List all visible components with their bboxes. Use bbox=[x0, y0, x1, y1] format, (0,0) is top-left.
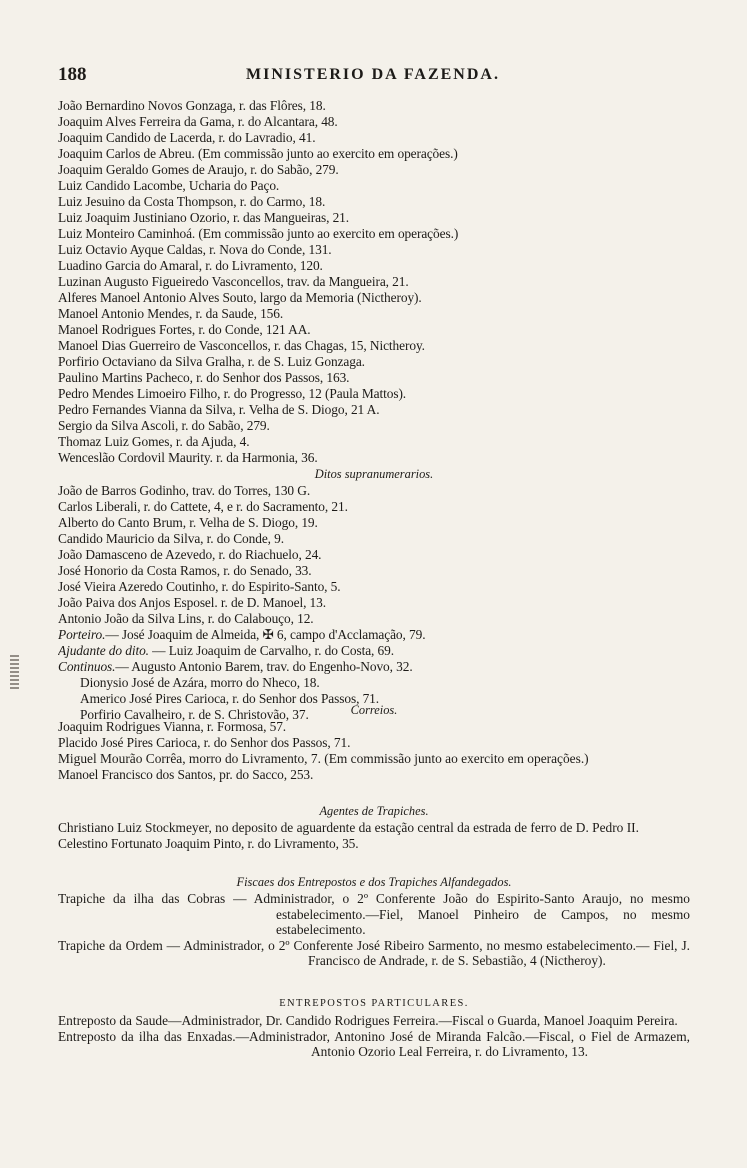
list-item: Wenceslão Cordovil Maurity. r. da Harmonia, 36. bbox=[58, 450, 318, 465]
list-item: Luiz Octavio Ayque Caldas, r. Nova do Conde, 131. bbox=[58, 242, 332, 257]
list-item: Entreposto da ilha das Enxadas.—Administrador, Antonino José de Miranda Falcão.—Fiscal, o Fiel de Armazem, Antonio Ozorio Leal Ferreira, r. do Livramento, 13. bbox=[58, 1028, 690, 1059]
margin-mark bbox=[10, 655, 19, 689]
list-item: Joaquim Candido de Lacerda, r. do Lavradio, 41. bbox=[58, 130, 316, 145]
list-item: Alberto do Canto Brum, r. Velha de S. Diogo, 19. bbox=[58, 515, 318, 530]
list-item: Luiz Jesuino da Costa Thompson, r. do Carmo, 18. bbox=[58, 194, 326, 209]
list-item: Sergio da Silva Ascoli, r. do Sabão, 279. bbox=[58, 418, 270, 433]
entry-text: — Augusto Antonio Barem, trav. do Engenho-Novo, 32. bbox=[115, 659, 413, 674]
list-item: Antonio João da Silva Lins, r. do Calabouço, 12. bbox=[58, 611, 314, 626]
list-item: Luadino Garcia do Amaral, r. do Livramento, 120. bbox=[58, 258, 323, 273]
list-item: Paulino Martins Pacheco, r. do Senhor dos Passos, 163. bbox=[58, 370, 350, 385]
running-title: MINISTERIO DA FAZENDA. bbox=[246, 66, 500, 83]
role-label: Ajudante do dito. bbox=[58, 643, 149, 658]
role-label: Porteiro. bbox=[58, 627, 106, 642]
agentes-section bbox=[58, 803, 690, 852]
continuos-entry bbox=[58, 659, 690, 675]
page-header bbox=[58, 64, 688, 90]
list-item: Manoel Rodrigues Fortes, r. do Conde, 121 AA. bbox=[58, 322, 311, 337]
correios-section bbox=[58, 702, 690, 783]
list-item: João de Barros Godinho, trav. do Torres, 130 G. bbox=[58, 483, 311, 498]
ajudante-entry bbox=[58, 643, 690, 659]
section-heading: Fiscaes dos Entrepostos e dos Trapiches Alfandegados. bbox=[236, 875, 512, 889]
list-item: Joaquim Rodrigues Vianna, r. Formosa, 57. bbox=[58, 719, 287, 734]
list-item: Americo José Pires Carioca, r. do Senhor dos Passos, 71. bbox=[80, 691, 380, 706]
list-item: Trapiche da Ordem — Administrador, o 2º Conferente José Ribeiro Sarmento, no mesmo estabelecimento.— Fiel, J. Francisco de Andrade, r. de S. Sebastião, 4 (Nictheroy). bbox=[58, 937, 690, 968]
list-item: João Paiva dos Anjos Esposel. r. de D. Manoel, 13. bbox=[58, 595, 326, 610]
supranumerarios-section bbox=[58, 466, 690, 723]
list-item: Dionysio José de Azára, morro do Nheco, 18. bbox=[80, 675, 320, 690]
entry-text: — José Joaquim de Almeida, ✠ 6, campo d'Acclamação, 79. bbox=[105, 627, 426, 642]
list-item: Trapiche da ilha das Cobras — Administrador, o 2º Conferente João do Espirito-Santo Araujo, no mesmo estabelecimento.—Fiel, Manoel Pinheiro de Campos, no mesmo estabelecimento. bbox=[58, 891, 690, 937]
employee-list bbox=[58, 98, 690, 466]
list-item: Joaquim Carlos de Abreu. (Em commissão junto ao exercito em operações.) bbox=[58, 146, 458, 161]
list-item: José Vieira Azeredo Coutinho, r. do Espirito-Santo, 5. bbox=[58, 579, 341, 594]
list-item: Manoel Dias Guerreiro de Vasconcellos, r. das Chagas, 15, Nictheroy. bbox=[58, 338, 425, 353]
section-heading: Ditos supranumerarios. bbox=[314, 467, 434, 481]
list-item: João Bernardino Novos Gonzaga, r. das Flôres, 18. bbox=[58, 98, 326, 113]
entry-text: — Luiz Joaquim de Carvalho, r. do Costa, 69. bbox=[148, 643, 394, 658]
section-heading: ENTREPOSTOS PARTICULARES. bbox=[279, 998, 469, 1009]
list-item: Porfirio Octaviano da Silva Gralha, r. de S. Luiz Gonzaga. bbox=[58, 354, 365, 369]
list-item: Porfirio Cavalheiro, r. de S. Christovão, 37. bbox=[80, 707, 309, 722]
list-item: Christiano Luiz Stockmeyer, no deposito de aguardente da estação central da estrada de ferro de D. Pedro II. bbox=[58, 820, 639, 835]
list-item: Carlos Liberali, r. do Cattete, 4, e r. do Sacramento, 21. bbox=[58, 499, 348, 514]
section-heading: Agentes de Trapiches. bbox=[319, 804, 429, 818]
list-item: Placido José Pires Carioca, r. do Senhor dos Passos, 71. bbox=[58, 735, 351, 750]
list-item: Luiz Monteiro Caminhoá. (Em commissão junto ao exercito em operações.) bbox=[58, 226, 459, 241]
list-item: Luiz Candido Lacombe, Ucharia do Paço. bbox=[58, 178, 280, 193]
role-label: Continuos. bbox=[58, 659, 116, 674]
list-item: Candido Mauricio da Silva, r. do Conde, 9. bbox=[58, 531, 285, 546]
list-item: Thomaz Luiz Gomes, r. da Ajuda, 4. bbox=[58, 434, 250, 449]
list-item: José Honorio da Costa Ramos, r. do Senado, 33. bbox=[58, 563, 312, 578]
porteiro-entry bbox=[58, 627, 690, 643]
fiscaes-section bbox=[58, 874, 690, 969]
section-heading: Correios. bbox=[350, 703, 398, 717]
list-item: Manoel Antonio Mendes, r. da Saude, 156. bbox=[58, 306, 284, 321]
list-item: Joaquim Geraldo Gomes de Araujo, r. do Sabão, 279. bbox=[58, 162, 339, 177]
list-item: Pedro Fernandes Vianna da Silva, r. Velha de S. Diogo, 21 A. bbox=[58, 402, 380, 417]
list-item: Luzinan Augusto Figueiredo Vasconcellos, trav. da Mangueira, 21. bbox=[58, 274, 409, 289]
list-item: Manoel Francisco dos Santos, pr. do Sacco, 253. bbox=[58, 766, 314, 782]
list-item: Luiz Joaquim Justiniano Ozorio, r. das Mangueiras, 21. bbox=[58, 210, 350, 225]
entrepostos-section bbox=[58, 995, 690, 1060]
list-item: Alferes Manoel Antonio Alves Souto, largo da Memoria (Nictheroy). bbox=[58, 290, 422, 305]
list-item: Entreposto da Saude—Administrador, Dr. Candido Rodrigues Ferreira.—Fiscal o Guarda, Manoel Joaquim Pereira. bbox=[58, 1013, 678, 1028]
list-item: Joaquim Alves Ferreira da Gama, r. do Alcantara, 48. bbox=[58, 114, 338, 129]
list-item: Celestino Fortunato Joaquim Pinto, r. do Livramento, 35. bbox=[58, 835, 359, 851]
page-number: 188 bbox=[58, 64, 87, 85]
list-item: João Damasceno de Azevedo, r. do Riachuelo, 24. bbox=[58, 547, 322, 562]
list-item: Pedro Mendes Limoeiro Filho, r. do Progresso, 12 (Paula Mattos). bbox=[58, 386, 407, 401]
list-item: Miguel Mourão Corrêa, morro do Livramento, 7. (Em commissão junto ao exercito em operações.) bbox=[58, 751, 589, 766]
